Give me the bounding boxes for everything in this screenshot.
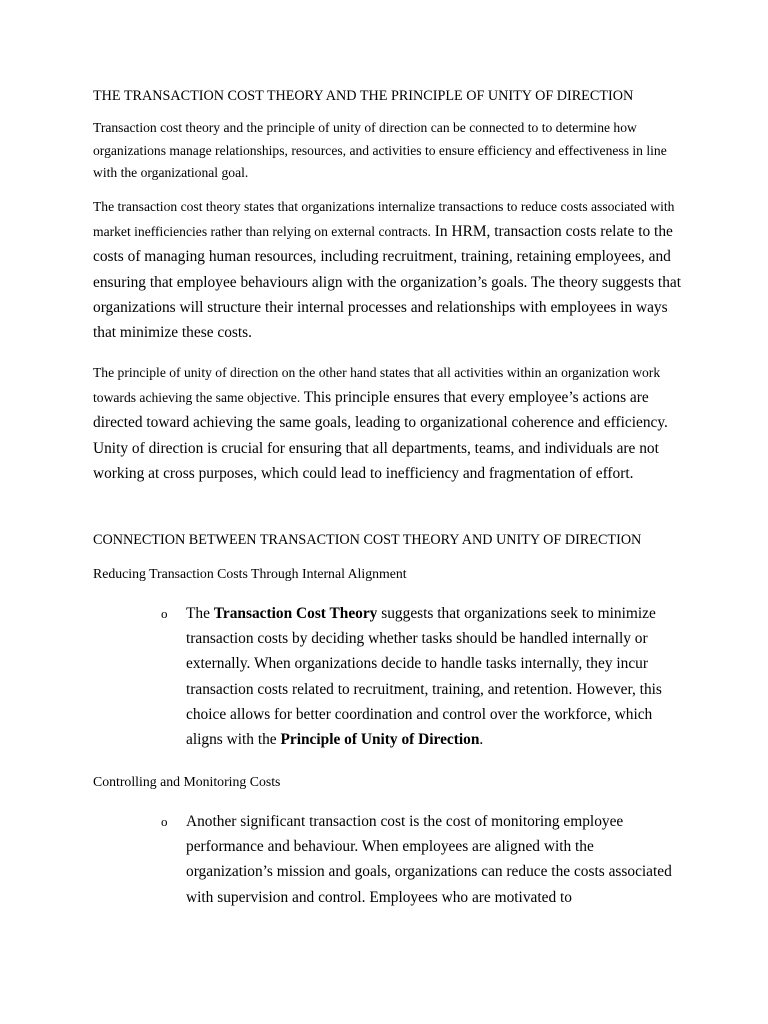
bullet-item-1-text-c: . [479,731,484,749]
section-heading: CONNECTION BETWEEN TRANSACTION COST THEORY AND UNITY OF DIRECTION [93,532,642,548]
subheading-internal-alignment: Reducing Transaction Costs Through Internal Alignment [93,566,407,581]
bullet-marker-1: o [161,606,168,621]
bullet-item-1-bold-term: Transaction Cost Theory [213,605,378,622]
bullet-item-1-bold-principle: Principle of Unity of Direction [280,731,480,749]
bullet-item-1-text-a: The [186,605,214,622]
unity-of-direction-paragraph [93,360,683,486]
bullet-marker-2: o [161,814,168,829]
bullet-item-1-text-b: suggests that organizations seek to minimize transaction costs by deciding whether tasks should be handled internally or externally. When organizations decide to handle tasks internally, they incur transaction costs related to recruitment, training, and retention. However, this choice allows for better coordination and control over the workforce, which aligns with the [186,605,662,749]
unity-of-direction-paragraph-lead: The principle of unity of direction on the other hand states that all activities within an organization work towards achieving the same objective. [93,365,661,406]
subheading-monitoring-costs: Controlling and Monitoring Costs [93,774,281,789]
document-title: THE TRANSACTION COST THEORY AND THE PRINCIPLE OF UNITY OF DIRECTION [93,88,634,104]
bullet-item-2: Another significant transaction cost is the cost of monitoring employee performance and behaviour. When employees are aligned with the organization’s mission and goals, organizations can reduce the costs associated with supervision and control. Employees who are motivated to [186,813,672,906]
bullet-item-1 [186,601,672,752]
intro-paragraph: Transaction cost theory and the principle of unity of direction can be connected to to determine how organizations manage relationships, resources, and activities to ensure efficiency and effectiveness in line with the organizational goal. [93,120,667,180]
unity-of-direction-paragraph-body: This principle ensures that every employee’s actions are directed toward achieving the same goals, leading to organizational coherence and efficiency. Unity of direction is crucial for ensuring that all departments, teams, and individuals are not working at cross purposes, which could lead to inefficiency and fragmentation of effort. [93,389,668,482]
transaction-cost-paragraph-lead: The transaction cost theory states that organizations internalize transactions to reduce costs associated with market inefficiencies rather than relying on external contracts. [93,199,675,240]
transaction-cost-paragraph-body: In HRM, transaction costs relate to the costs of managing human resources, including recruitment, training, retaining employees, and ensuring that employee behaviours align with the organization’s goals. The theory suggests that organizations will structure their internal processes and relationships with employees in ways that minimize these costs. [93,223,681,342]
transaction-cost-paragraph [93,194,683,345]
